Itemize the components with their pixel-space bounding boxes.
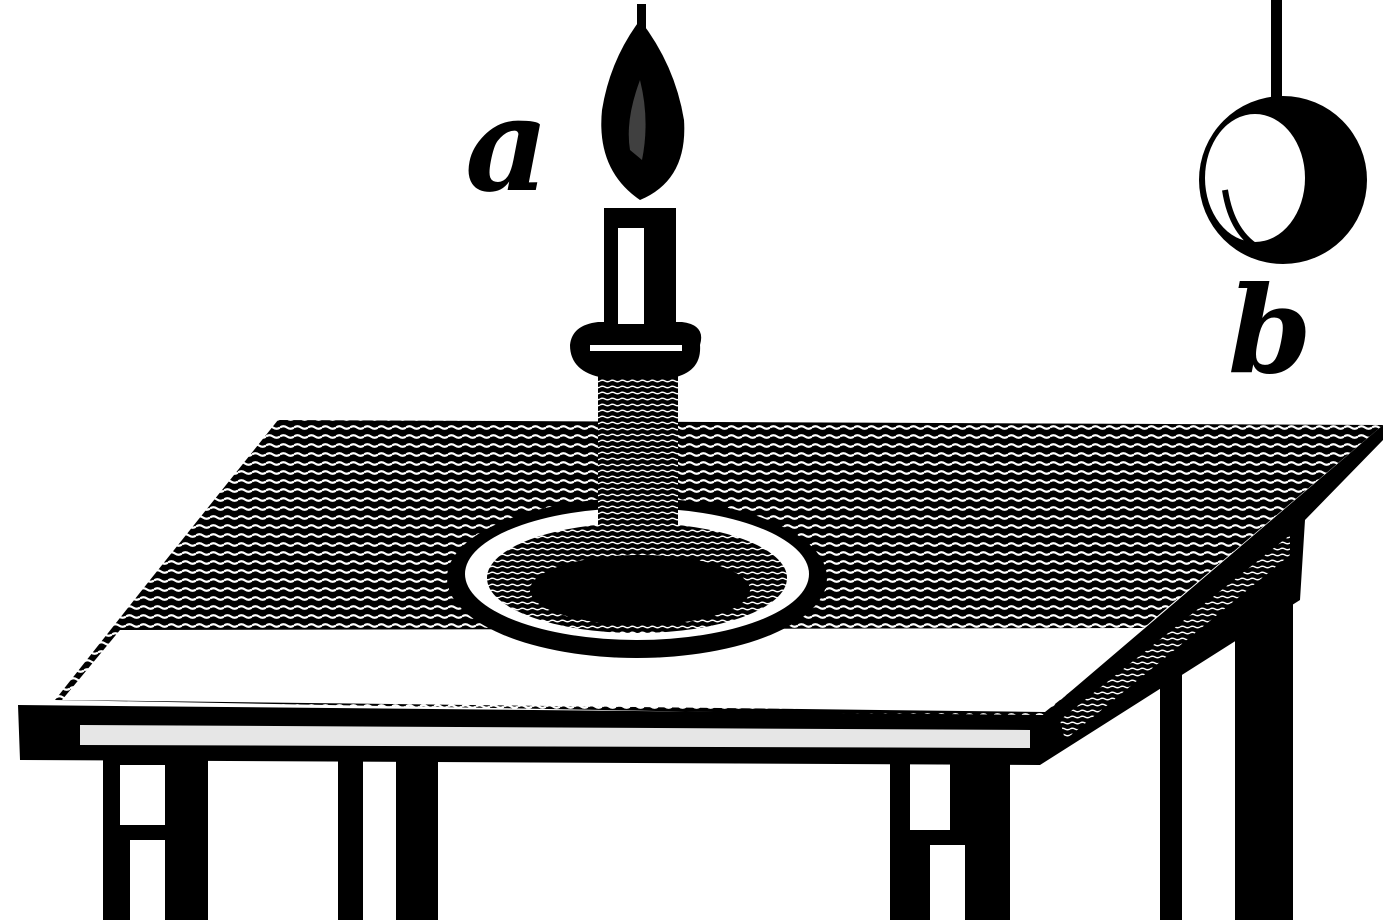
table-leg-front-middle <box>396 750 438 920</box>
label-b: b <box>1228 260 1312 401</box>
pendulum-ball <box>1199 0 1367 264</box>
table-leg-far-right <box>1235 600 1293 920</box>
string <box>1271 0 1282 100</box>
ball-highlight <box>1205 114 1305 242</box>
table-leg-back-left <box>338 750 363 920</box>
candle-wick <box>637 4 646 40</box>
candle-stem <box>598 365 678 535</box>
label-a: a <box>465 68 550 221</box>
